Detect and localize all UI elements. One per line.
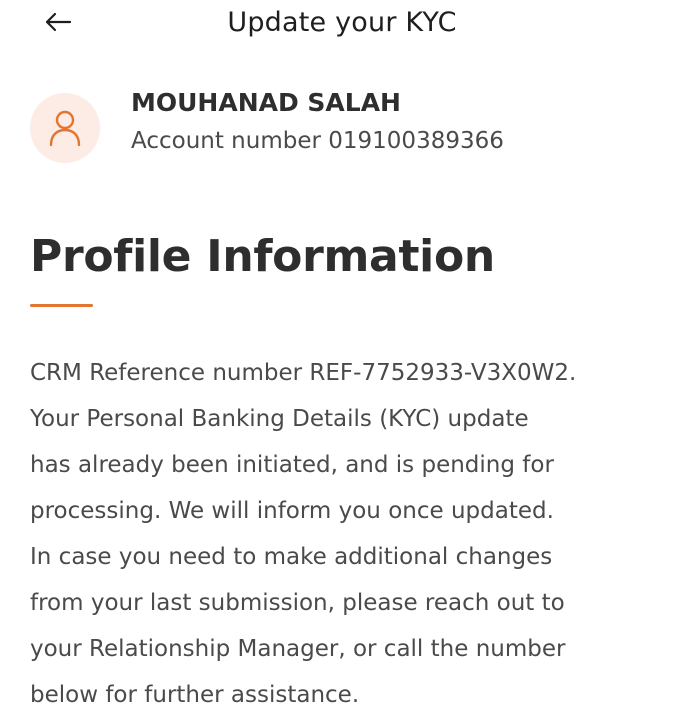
user-name: MOUHANAD SALAH [131, 88, 401, 117]
message-line: processing. We will inform you once updated. [30, 498, 554, 524]
kyc-status-message [30, 350, 650, 718]
account-number-line [131, 125, 504, 157]
message-line: below for further assistance. [30, 682, 360, 708]
message-line: your Relationship Manager, or call the number [30, 636, 566, 662]
message-line: has already been initiated, and is pending for [30, 452, 554, 478]
account-number-label: Account number [131, 128, 321, 154]
title-underline [30, 304, 93, 307]
profile-card [30, 88, 650, 168]
account-number-value: 019100389366 [328, 128, 504, 154]
message-line: CRM Reference number REF-7752933-V3X0W2. [30, 360, 577, 386]
user-icon [48, 109, 82, 147]
section-title: Profile Information [30, 231, 495, 282]
message-line: Your Personal Banking Details (KYC) update [30, 406, 529, 432]
message-line: from your last submission, please reach out to [30, 590, 565, 616]
message-line: In case you need to make additional changes [30, 544, 553, 570]
page-title: Update your KYC [227, 7, 457, 38]
avatar [30, 93, 100, 163]
app-header [0, 0, 684, 50]
